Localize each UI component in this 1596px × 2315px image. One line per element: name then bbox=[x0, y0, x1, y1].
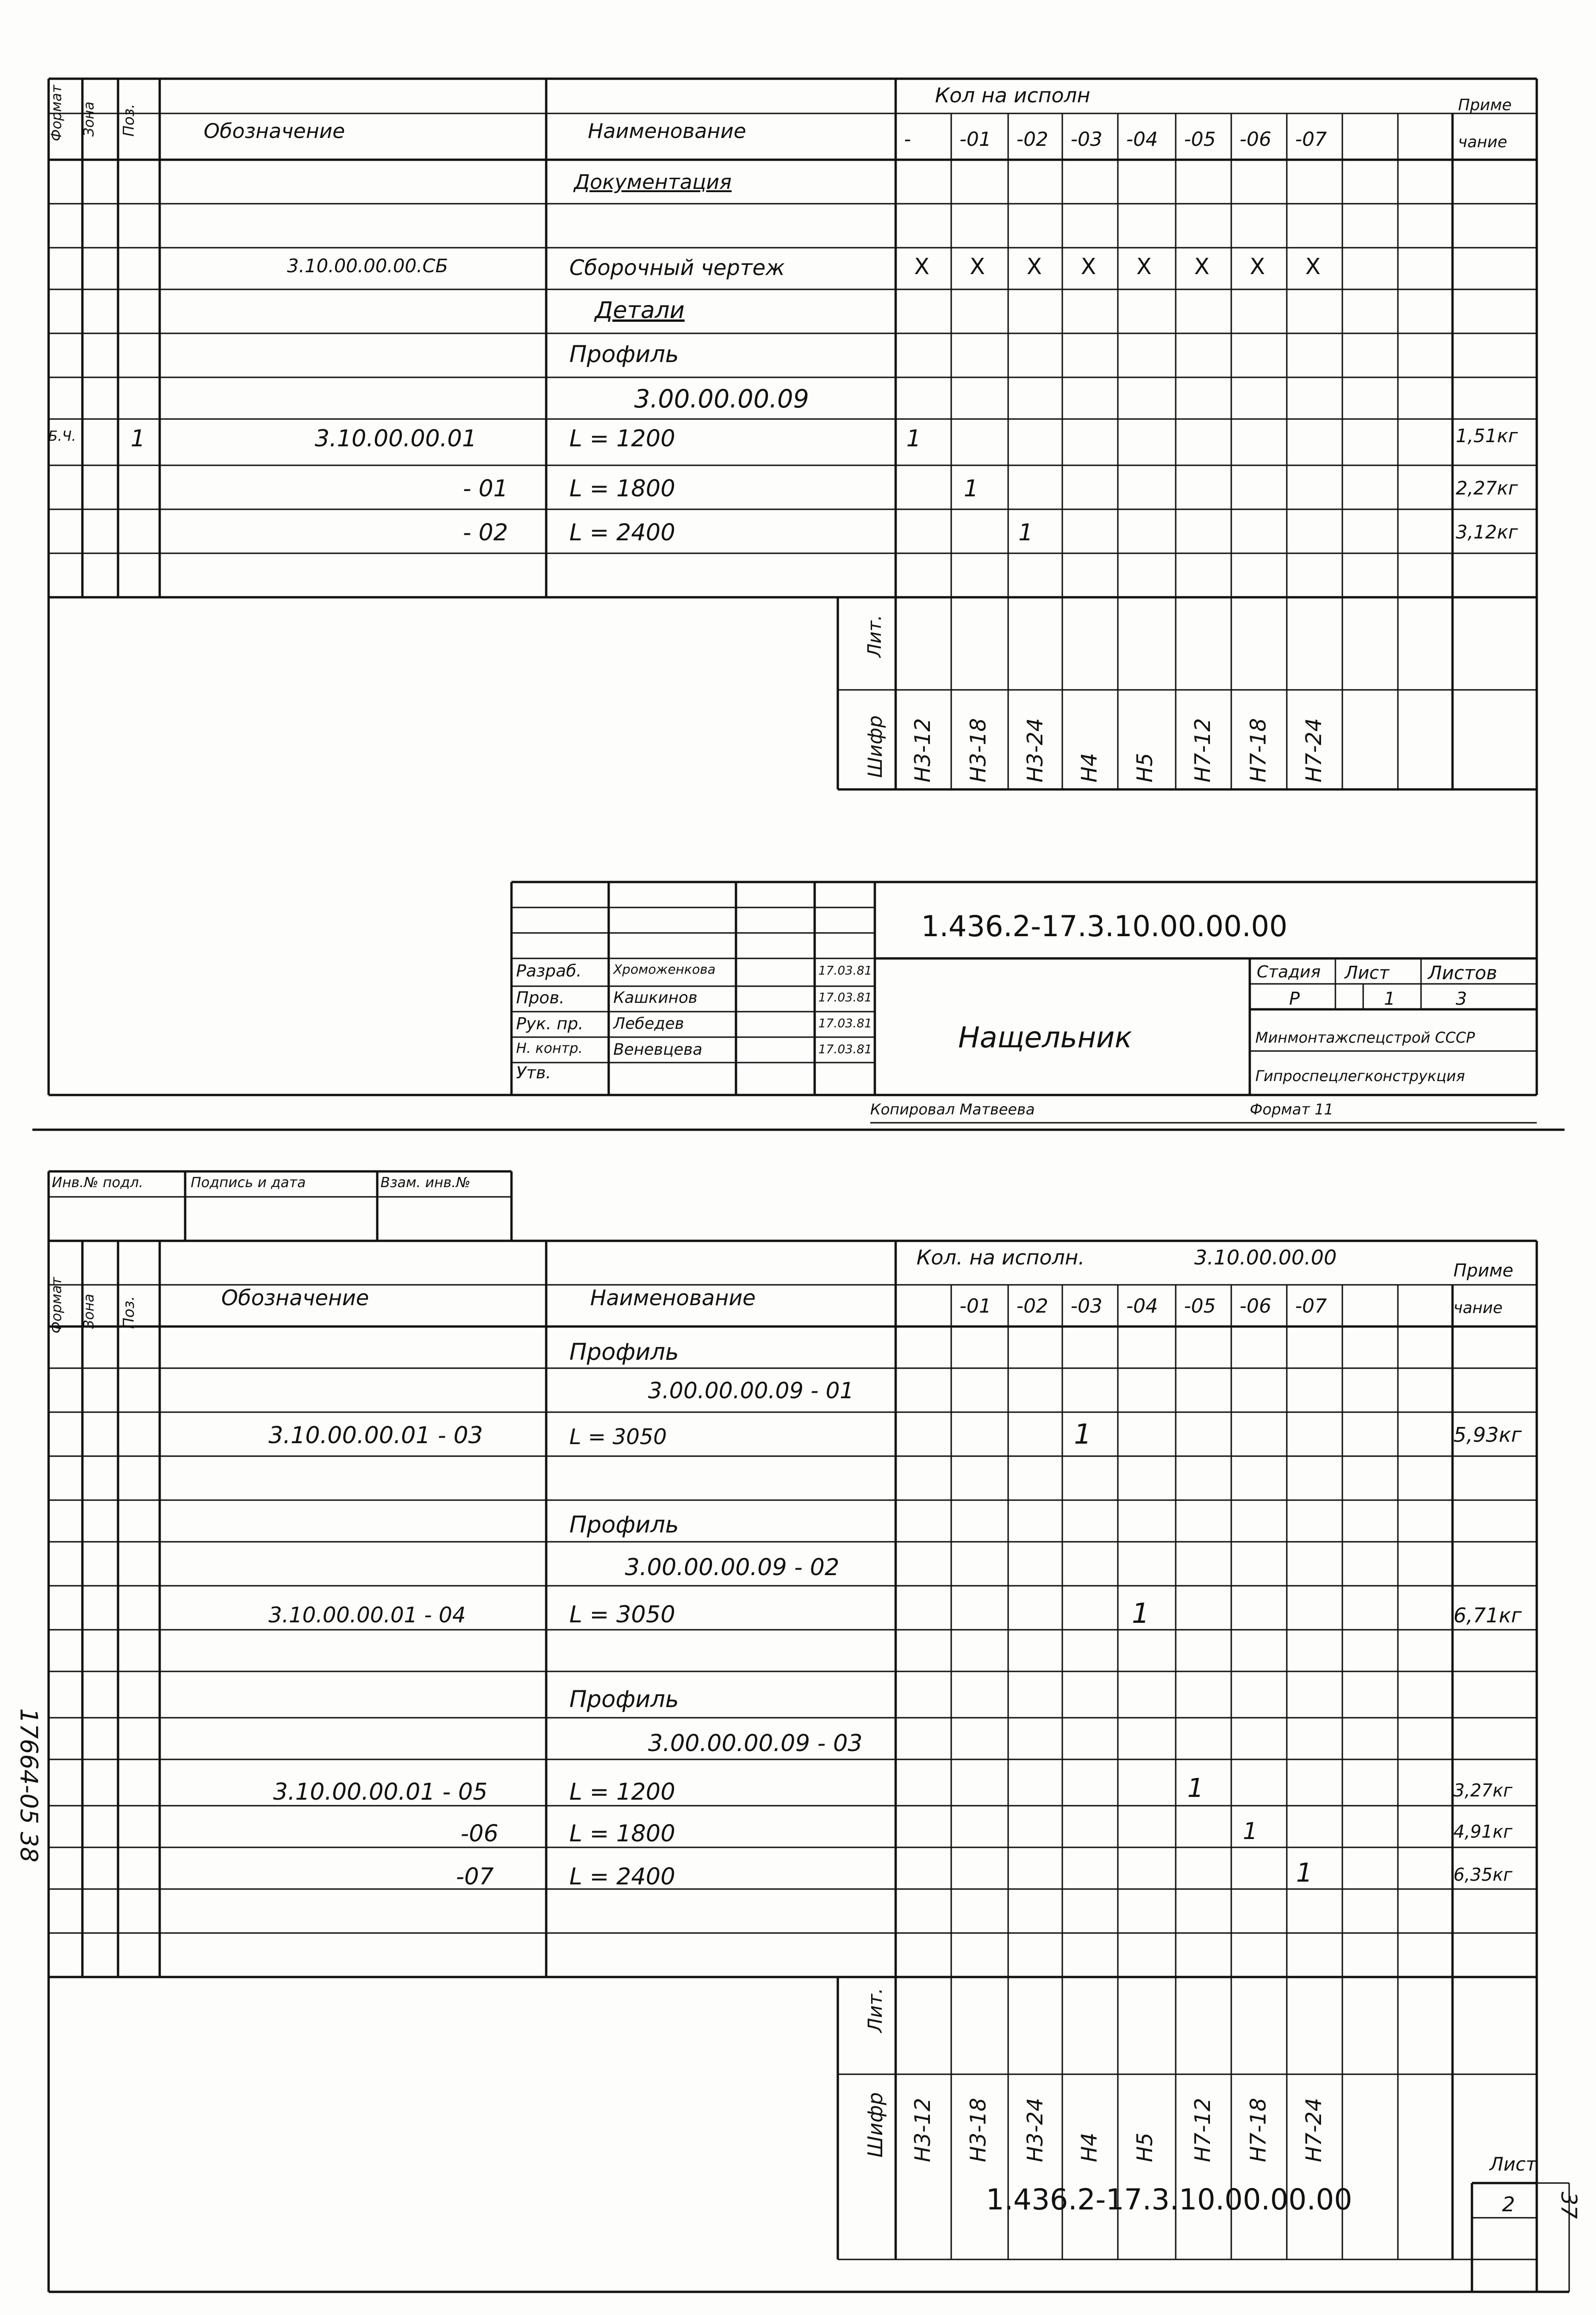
sheet-label: Лист bbox=[1345, 963, 1390, 983]
doc-number: 1.436.2-17.3.10.00.00.00 bbox=[986, 2183, 1353, 2216]
row-name: Профиль bbox=[569, 341, 679, 368]
header-note-2: чание bbox=[1453, 1299, 1503, 1317]
variant-code: Н5 bbox=[1132, 2133, 1157, 2162]
side-archive-number: 17664-05 38 bbox=[14, 1708, 43, 1863]
row-qty: 1 bbox=[1243, 1818, 1258, 1845]
sheet-number: 2 bbox=[1502, 2193, 1515, 2216]
lit-label: Лит. bbox=[864, 614, 885, 657]
row-name: L = 1200 bbox=[569, 1778, 675, 1805]
sign-date: 17.03.81 bbox=[818, 964, 872, 978]
row-qty: 1 bbox=[1187, 1773, 1204, 1803]
row-name: L = 3050 bbox=[569, 1424, 667, 1449]
row-name: Профиль bbox=[569, 1511, 679, 1538]
page-number: 37 bbox=[1556, 2191, 1582, 2219]
shifr-label: Шифр bbox=[864, 2092, 887, 2158]
row-note: 3,27кг bbox=[1453, 1780, 1513, 1801]
row-designation: - 02 bbox=[463, 519, 508, 546]
role-label: Разраб. bbox=[516, 962, 582, 981]
stamp-replace-label: Взам. инв.№ bbox=[380, 1175, 471, 1191]
header-qty-title: Кол на исполн bbox=[935, 84, 1091, 107]
variant-code: Н7-24 bbox=[1301, 718, 1326, 782]
exec-column-header: -05 bbox=[1184, 128, 1216, 150]
variant-code: Н7-18 bbox=[1246, 718, 1271, 782]
exec-column-header: -07 bbox=[1295, 128, 1327, 150]
header-pos-label: Поз. bbox=[120, 1296, 137, 1329]
sign-date: 17.03.81 bbox=[818, 1043, 872, 1057]
header-zone-label: Зона bbox=[81, 101, 97, 137]
row-name: L = 1800 bbox=[569, 1820, 675, 1847]
stage-label: Стадия bbox=[1257, 963, 1321, 982]
role-label: Рук. пр. bbox=[516, 1014, 584, 1033]
header-name-label: Наименование bbox=[588, 119, 746, 143]
role-label: Пров. bbox=[516, 989, 565, 1007]
row-format: Б.Ч. bbox=[48, 428, 76, 444]
stamp-signature-label: Подпись и дата bbox=[191, 1175, 306, 1191]
organization-1: Минмонтажспецстрой СССР bbox=[1255, 1029, 1475, 1046]
row-name: Документация bbox=[574, 170, 732, 194]
sheet-value: 1 bbox=[1384, 989, 1396, 1009]
row-name: Профиль bbox=[569, 1339, 679, 1365]
header-designation-label: Обозначение bbox=[204, 119, 345, 143]
copied-by: Копировал Матвеева bbox=[870, 1101, 1035, 1118]
variant-code: Н4 bbox=[1077, 2133, 1102, 2162]
execution-mark: X bbox=[970, 254, 985, 280]
variant-code: Н3-12 bbox=[910, 2098, 935, 2162]
row-designation: - 01 bbox=[463, 475, 508, 502]
row-designation: 3.10.00.00.01 bbox=[315, 425, 477, 452]
sheet-label: Лист bbox=[1490, 2154, 1537, 2175]
exec-column-header: -06 bbox=[1240, 1295, 1272, 1317]
row-name: L = 2400 bbox=[569, 1863, 675, 1890]
header-format-label: Формат bbox=[49, 85, 65, 141]
row-name: L = 3050 bbox=[569, 1601, 675, 1628]
header-qty-title: Кол. на исполн. bbox=[916, 1246, 1085, 1270]
header-qty-ref: 3.10.00.00.00 bbox=[1194, 1246, 1337, 1270]
header-designation-label: Обозначение bbox=[221, 1285, 369, 1310]
row-qty: 1 bbox=[1132, 1597, 1150, 1630]
sheets-value: 3 bbox=[1456, 989, 1467, 1009]
row-designation: 3.10.00.00.01 - 03 bbox=[268, 1422, 483, 1449]
stamp-inv-label: Инв.№ подл. bbox=[52, 1175, 143, 1191]
row-designation: -07 bbox=[456, 1863, 494, 1890]
row-name: 3.00.00.00.09 - 03 bbox=[648, 1730, 863, 1757]
header-pos-label: Поз. bbox=[120, 104, 137, 137]
exec-column-header: -02 bbox=[1016, 1295, 1048, 1317]
execution-mark: X bbox=[1081, 254, 1096, 280]
row-note: 1,51кг bbox=[1456, 425, 1518, 447]
header-zone-label: Зона bbox=[81, 1294, 97, 1329]
row-note: 4,91кг bbox=[1453, 1821, 1513, 1842]
exec-column-header: -01 bbox=[960, 128, 991, 150]
row-name: 3.00.00.00.09 - 01 bbox=[648, 1378, 854, 1404]
execution-mark: X bbox=[914, 254, 929, 280]
row-note: 6,71кг bbox=[1453, 1604, 1522, 1627]
person-name: Веневцева bbox=[613, 1040, 703, 1059]
sheets-label: Листов bbox=[1428, 963, 1497, 984]
row-name: L = 1800 bbox=[569, 475, 675, 502]
header-note-2: чание bbox=[1458, 133, 1508, 151]
format-label: Формат 11 bbox=[1250, 1101, 1334, 1118]
header-name-label: Наименование bbox=[590, 1285, 756, 1310]
person-name: Лебедев bbox=[613, 1014, 684, 1033]
row-pos: 1 bbox=[131, 425, 145, 452]
row-designation: 3.10.00.00.00.СБ bbox=[287, 256, 448, 277]
row-name: Профиль bbox=[569, 1686, 679, 1713]
row-qty: 1 bbox=[1296, 1858, 1313, 1888]
exec-column-header: -05 bbox=[1184, 1295, 1216, 1317]
row-note: 2,27кг bbox=[1456, 478, 1518, 499]
row-note: 3,12кг bbox=[1456, 522, 1518, 543]
variant-code: Н4 bbox=[1077, 753, 1102, 782]
row-name: 3.00.00.00.09 - 02 bbox=[625, 1554, 840, 1581]
role-label: Н. контр. bbox=[516, 1040, 583, 1057]
exec-column-header: -02 bbox=[1016, 128, 1048, 150]
execution-mark: X bbox=[1194, 254, 1209, 280]
row-designation: 3.10.00.00.01 - 05 bbox=[273, 1778, 488, 1805]
stage-value: Р bbox=[1289, 989, 1300, 1009]
row-note: 6,35кг bbox=[1453, 1865, 1513, 1885]
row-name: 3.00.00.00.09 bbox=[634, 384, 809, 413]
variant-code: Н7-12 bbox=[1190, 718, 1215, 782]
item-name: Нащельник bbox=[958, 1020, 1132, 1054]
variant-code: Н3-18 bbox=[966, 2098, 991, 2162]
variant-code: Н3-24 bbox=[1022, 718, 1047, 782]
variant-code: Н3-12 bbox=[910, 718, 935, 782]
role-label: Утв. bbox=[516, 1064, 551, 1082]
execution-mark: X bbox=[1250, 254, 1265, 280]
sign-date: 17.03.81 bbox=[818, 991, 872, 1005]
exec-column-header: -06 bbox=[1240, 128, 1272, 150]
row-qty: 1 bbox=[1074, 1418, 1092, 1451]
header-note-1: Приме bbox=[1458, 96, 1512, 114]
variant-code: Н7-18 bbox=[1246, 2098, 1271, 2162]
shifr-label: Шифр bbox=[864, 715, 886, 778]
exec-column-header: - bbox=[904, 128, 911, 150]
person-name: Хроможенкова bbox=[613, 962, 716, 977]
variant-code: Н7-12 bbox=[1190, 2098, 1215, 2162]
variant-code: Н3-18 bbox=[966, 718, 991, 782]
exec-column-header: -04 bbox=[1126, 128, 1158, 150]
lit-label: Лит. bbox=[864, 1988, 886, 2033]
row-designation: -06 bbox=[461, 1820, 499, 1847]
row-qty: 1 bbox=[1018, 519, 1033, 546]
row-qty: 1 bbox=[906, 425, 921, 452]
variant-code: Н7-24 bbox=[1301, 2098, 1326, 2162]
variant-code: Н5 bbox=[1132, 753, 1157, 782]
doc-number: 1.436.2-17.3.10.00.00.00 bbox=[921, 909, 1288, 943]
header-note-1: Приме bbox=[1453, 1260, 1514, 1281]
sign-date: 17.03.81 bbox=[818, 1017, 872, 1031]
execution-mark: X bbox=[1305, 254, 1321, 280]
person-name: Кашкинов bbox=[613, 989, 698, 1007]
execution-mark: X bbox=[1027, 254, 1042, 280]
row-designation: 3.10.00.00.01 - 04 bbox=[268, 1602, 466, 1627]
row-name: L = 2400 bbox=[569, 519, 675, 546]
exec-column-header: -03 bbox=[1071, 1295, 1103, 1317]
exec-column-header: -01 bbox=[960, 1295, 991, 1317]
header-format-label: Формат bbox=[49, 1277, 65, 1333]
execution-mark: X bbox=[1136, 254, 1152, 280]
exec-column-header: -04 bbox=[1126, 1295, 1158, 1317]
variant-code: Н3-24 bbox=[1022, 2098, 1047, 2162]
row-qty: 1 bbox=[964, 475, 979, 502]
exec-column-header: -07 bbox=[1295, 1295, 1327, 1317]
row-note: 5,93кг bbox=[1453, 1423, 1522, 1447]
organization-2: Гипроспецлегконструкция bbox=[1255, 1067, 1465, 1085]
row-name: Сборочный чертеж bbox=[569, 255, 785, 280]
row-name: Детали bbox=[595, 297, 685, 324]
row-name: L = 1200 bbox=[569, 425, 675, 452]
exec-column-header: -03 bbox=[1071, 128, 1103, 150]
